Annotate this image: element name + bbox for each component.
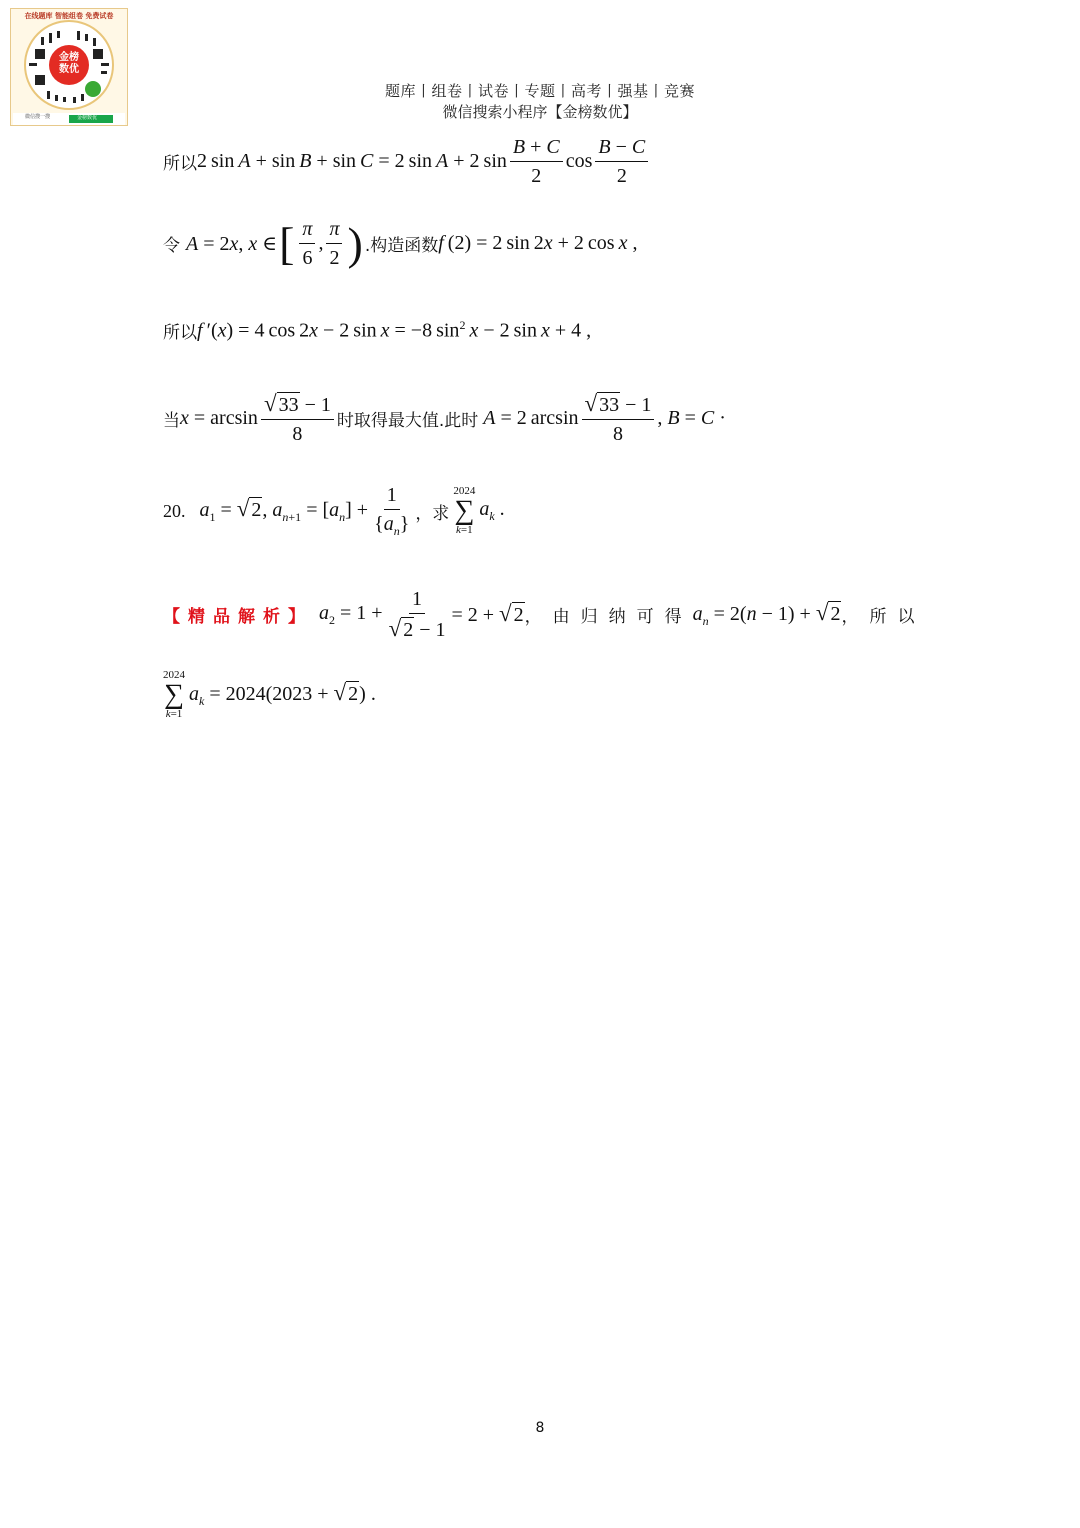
logo-footer-left: 微信搜一搜 [25,114,51,120]
solution-mid: ，由归纳可得 [524,607,693,627]
page-number: 8 [535,1420,545,1436]
line1-prefix: 所以 [163,154,197,174]
line4-mid: 时取得最大值.此时 [336,411,479,431]
logo-center-text-1: 金榜 [59,52,79,63]
solution-end: ，所以 [841,607,926,627]
problem-20-number: 20. [163,500,186,521]
logo-arc-text: 在线题库 智能组卷 免费试卷 [24,12,114,20]
logo-center-text-2: 数优 [59,64,79,75]
logo-footer-right: 金榜数优 [77,115,98,121]
line4-prefix: 当 [163,411,180,431]
math-line-4: 当 x = arcsin √ 33 − 1 8 时取得最大值.此时 A = 2 arcsin √ 33 − 1 8 , B = C · [163,391,726,445]
problem-20-ask: ，求 [415,503,450,524]
math-line-1: 所以 2 sin A + sin B + sin C = 2 sin A + 2 sin $\frac{B + C}{2}$ cos $\frac{B - C}{2}$ [163,136,651,187]
header-links: 题库丨组卷丨试卷丨专题丨高考丨强基丨竞赛 [384,82,695,100]
header-miniprogram: 微信搜索小程序【金榜数优】 [442,103,638,121]
solution-line-1: 【精品解析】 $a_2 = 1$ + 1 √ 2 − 1 = 2 + √ 2 ，由归纳可得 $a_n = 2(n - 1)$ + √ 2 ，所以 [163,588,926,641]
problem-20: 20. $a_1$ = √ 2 , $a_{n+1} = [a_n]$ + $\frac{1}{\{a_n\}}$ ，求 2024 ∑ k=1 $a_k$ . [163,484,505,538]
line2-prefix: 令 [163,236,180,256]
solution-tag: 【精品解析】 [163,607,313,627]
solution-line-2: 2024 ∑ k=1 $a_k = 2024(2023$ + √ 2 ) . [163,669,376,720]
line3-prefix: 所以 [163,323,197,343]
math-line-3: 所以 f ′(x) = 4 cos 2x − 2 sin x = −8 $\sin^2 x - 2$ sin x + 4 , [163,318,592,343]
math-line-2: 令 A = 2x, x ∈ [ $\frac{\pi}{6}$ , $\frac{\pi}{2}$ ) .构造函数 f (2) = 2 sin 2x + 2 cos x , [163,217,638,269]
line2-mid: .构造函数 [364,236,439,256]
